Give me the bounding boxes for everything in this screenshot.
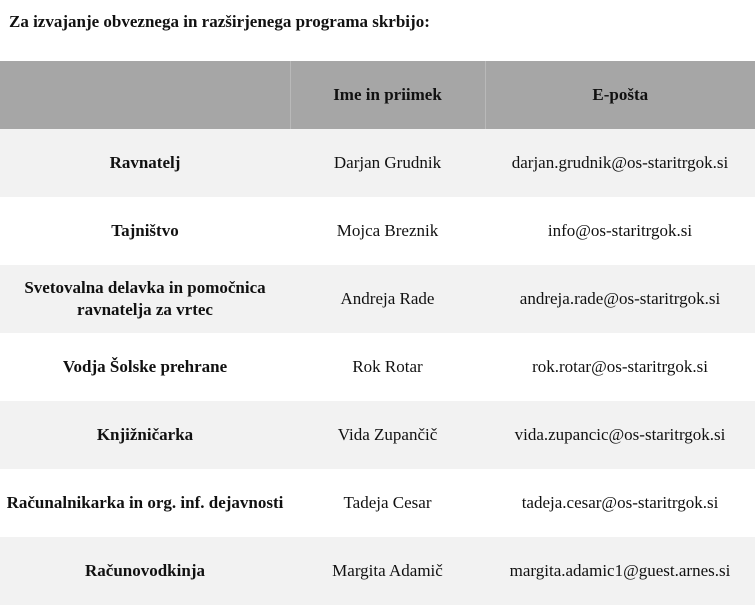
staff-table (0, 61, 755, 605)
table-row (0, 401, 755, 469)
email-cell[interactable]: darjan.grudnik@os-staritrgok.si (511, 153, 729, 172)
table-row (0, 469, 755, 537)
header-email: E-pošta (592, 85, 649, 104)
header-name: Ime in priimek (290, 61, 485, 129)
role-cell: Računovodkinja (85, 561, 205, 580)
email-cell[interactable]: margita.adamic1@guest.arnes.si (509, 561, 731, 580)
table-row (0, 265, 755, 333)
role-cell: Svetovalna delavka in pomočnica ravnatelja za vrtec (24, 278, 266, 319)
role-cell: Ravnatelj (109, 153, 181, 172)
email-cell[interactable]: tadeja.cesar@os-staritrgok.si (521, 493, 719, 512)
name-cell: Darjan Grudnik (333, 153, 442, 172)
email-cell[interactable]: andreja.rade@os-staritrgok.si (519, 289, 721, 308)
name-cell: Margita Adamič (332, 561, 443, 580)
email-cell[interactable]: info@os-staritrgok.si (547, 221, 693, 240)
name-cell: Vida Zupančič (337, 425, 438, 444)
name-cell: Andreja Rade (340, 289, 435, 308)
name-cell: Tadeja Cesar (343, 493, 432, 512)
header-role (0, 61, 290, 129)
email-cell[interactable]: rok.rotar@os-staritrgok.si (532, 357, 708, 376)
email-cell[interactable]: vida.zupancic@os-staritrgok.si (514, 425, 726, 444)
table-header-row (0, 61, 755, 129)
role-cell: Knjižničarka (96, 425, 194, 444)
table-row (0, 333, 755, 401)
role-cell: Tajništvo (111, 221, 179, 240)
role-cell: Računalnikarka in org. inf. dejavnosti (6, 493, 284, 512)
role-cell: Vodja Šolske prehrane (62, 357, 228, 376)
table-row (0, 537, 755, 605)
table-row (0, 197, 755, 265)
table-row (0, 129, 755, 197)
name-cell: Mojca Breznik (336, 221, 439, 240)
page-heading: Za izvajanje obveznega in razširjenega programa skrbijo: (9, 12, 430, 31)
name-cell: Rok Rotar (352, 357, 423, 376)
